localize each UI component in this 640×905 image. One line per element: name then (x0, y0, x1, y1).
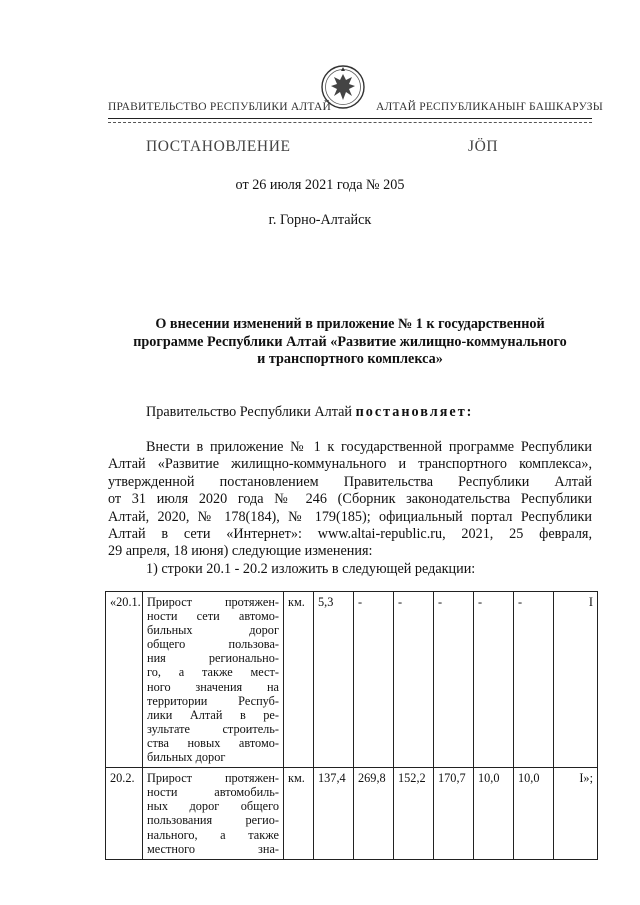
doc-type-ru: ПОСТАНОВЛЕНИЕ (146, 138, 291, 155)
indicators-table (105, 591, 598, 860)
name-line: общего пользова- (147, 637, 279, 652)
value-cell: 10,0 (474, 768, 514, 860)
name-line: Прирост протяжен- (147, 595, 279, 609)
header-rule (108, 118, 592, 119)
row-number: «20.1. (106, 592, 143, 768)
body-paragraph (108, 439, 592, 578)
city: г. Горно-Алтайск (268, 212, 372, 228)
indicator-name (143, 592, 284, 768)
name-line: Прирост протяжен- (147, 771, 279, 786)
preamble (146, 404, 473, 421)
value-cell: - (354, 592, 394, 768)
body-line: 1) строки 20.1 - 20.2 изложить в следующей редакции: (146, 560, 476, 577)
value-cell: - (514, 592, 554, 768)
value-cell: 170,7 (434, 768, 474, 860)
value-cell: 10,0 (514, 768, 554, 860)
title-line: программе Республики Алтай «Развитие жилищно-коммунального (133, 333, 567, 350)
header-rule-dashed (108, 122, 592, 123)
value-cell: 5,3 (314, 592, 354, 768)
value-cell: 269,8 (354, 768, 394, 860)
source-code: I (554, 592, 598, 768)
body-line: Алтай, 2020, № 178(184), № 179(185); официальный портал Республики (108, 508, 592, 525)
unit: км. (284, 592, 314, 768)
value-cell: 152,2 (394, 768, 434, 860)
name-line: лики Алтай в ре- (147, 707, 279, 722)
name-line: нального, а также (147, 827, 279, 842)
name-line: ности сети автомо- (147, 609, 279, 624)
preamble-prefix: Правительство Республики Алтай (146, 404, 356, 420)
table-row (106, 768, 598, 860)
body-line: Внести в приложение № 1 к государственной программе Республики (146, 439, 592, 455)
name-line: территории Респуб- (147, 693, 279, 708)
org-name-ru: ПРАВИТЕЛЬСТВО РЕСПУБЛИКИ АЛТАЙ (108, 101, 332, 113)
value-cell: - (474, 592, 514, 768)
name-line: го, а также мест- (147, 665, 279, 680)
name-line: бильных дорог (147, 750, 226, 765)
title-line: и транспортного комплекса» (257, 351, 443, 368)
date-line: от 26 июля 2021 года № 205 (235, 177, 405, 193)
body-line: Алтай «Развитие жилищно-коммунального и транспортного комплекса», (108, 456, 592, 473)
name-line: ния регионально- (147, 651, 279, 666)
name-line: ных дорог общего (147, 799, 279, 814)
name-line: пользования регио- (147, 813, 279, 828)
body-line: от 31 июля 2020 года № 246 (Сборник законодательства Республики (108, 491, 592, 508)
body-line: утвержденной постановлением Правительства Республики Алтай (108, 473, 592, 490)
body-line: Алтай в сети «Интернет»: www.altai-republic.ru, 2021, 25 февраля, (108, 526, 592, 543)
row-number: 20.2. (106, 768, 143, 860)
value-cell: - (394, 592, 434, 768)
org-name-alt: АЛТАЙ РЕСПУБЛИКАНЫҤ БАШКАРУЗЫ (376, 101, 603, 113)
value-cell: 137,4 (314, 768, 354, 860)
source-code: I»; (554, 768, 598, 860)
name-line: ства новых автомо- (147, 735, 279, 750)
preamble-verb: постановляет: (355, 404, 474, 420)
name-line: бильных дорог (147, 623, 279, 638)
table-row (106, 592, 598, 768)
name-line: ности автомобиль- (147, 785, 279, 800)
name-line: ного значения на (147, 679, 279, 694)
body-line: 29 апреля, 18 июня) следующие изменения: (108, 543, 373, 560)
name-line: зультате строитель- (147, 721, 279, 736)
doc-type-alt: ЈӦП (468, 138, 499, 155)
document-title (108, 316, 592, 369)
unit: км. (284, 768, 314, 860)
indicator-name (143, 768, 284, 860)
value-cell: - (434, 592, 474, 768)
coat-of-arms-emblem (320, 62, 366, 112)
title-line: О внесении изменений в приложение № 1 к государственной (155, 316, 545, 332)
name-line: местного зна- (147, 841, 279, 856)
